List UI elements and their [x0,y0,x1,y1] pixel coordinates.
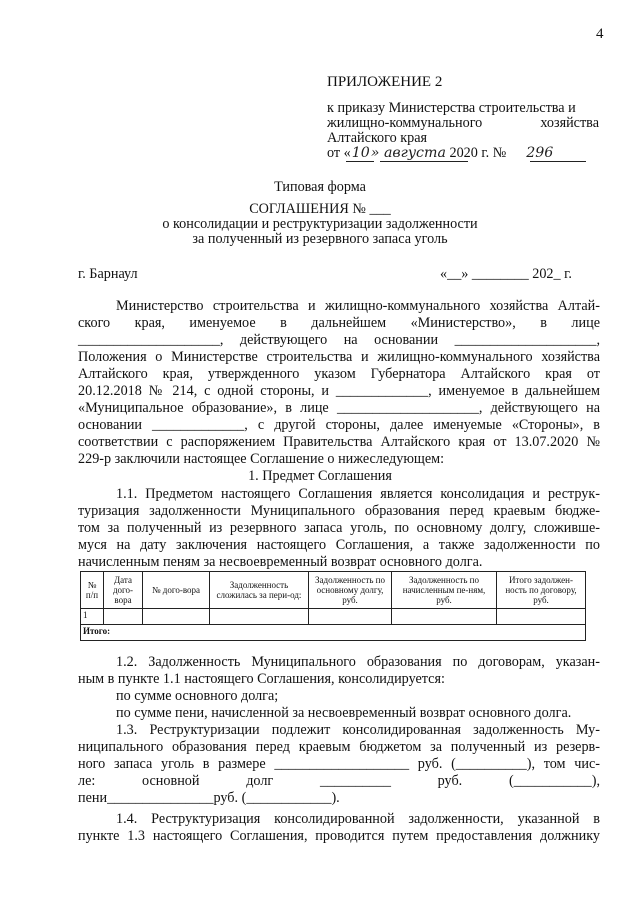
handwritten-number: 296 [526,145,554,161]
section-1-title: 1. Предмет Соглашения [248,468,392,484]
para-1-1-line-4: муся на дату заключения настоящего Соглашения, а также задолженности по [78,537,600,553]
para-1-1-line-2: туризация задолженности Муниципального образования перед краевым бюдже- [78,503,600,519]
debt-table [80,571,586,641]
preamble-line-9: соответствии с распоряжением Правительства Алтайского края от 13.07.2020 № [78,434,600,450]
para-1-3-line-4: ле: основной долг __________ руб. (___________), [78,773,600,789]
table-cell [143,609,210,625]
header-cell: № дого-вора [143,572,210,609]
handwritten-day: 10 [351,145,370,161]
order-line-1: к приказу Министерства строительства и [327,100,576,116]
preamble-line-7: «Муниципальное образование», в лице ____________________, действующего на [78,400,600,416]
order-from: от « [327,145,351,161]
table-cell [497,609,586,625]
para-1-3-line-5: пени_______________руб. (____________). [78,790,340,806]
table-header-row [81,572,586,609]
header-cell: Задолженность по начисленным пе-ням, руб. [392,572,497,609]
para-1-3-line-2: ниципального образования перед краевым бюджетом за полученный из резерв- [78,739,600,755]
month-underline [380,161,468,162]
agreement-subject-1: о консолидации и реструктуризации задолженности [162,216,478,232]
total-label: Итого: [81,625,586,641]
order-year: 2020 г. № [449,145,507,161]
preamble-line-10: 229-р заключили настоящее Соглашение о нижеследующем: [78,451,445,467]
table-cell [104,609,143,625]
para-1-4-line-1: 1.4. Реструктуризация консолидированной задолженности, указанной в [116,811,600,827]
handwritten-month: » августа [370,145,446,161]
para-1-2-line-3: по сумме основного долга; [116,688,279,704]
para-1-1-line-5: начисленным пеням за несвоевременный возврат основного долга. [78,554,483,570]
order-line-2b: хозяйства [540,115,599,131]
header-cell: № п/п [81,572,104,609]
place: г. Барнаул [78,266,138,282]
agreement-title: СОГЛАШЕНИЯ № ___ [249,201,391,217]
header-cell: Задолженность сложилась за пери-од: [210,572,309,609]
para-1-3-line-1: 1.3. Реструктуризации подлежит консолидированная задолженность Му- [116,722,600,738]
para-1-2-line-1: 1.2. Задолженность Муниципального образования по договорам, указан- [116,654,600,670]
preamble-line-6: 20.12.2018 № 214, с одной стороны, и _____________, именуемое в дальнейшем [78,383,600,399]
order-line-2 [327,116,599,131]
appendix-title: ПРИЛОЖЕНИЕ 2 [327,74,443,90]
preamble-line-5: Алтайского края, утвержденного указом Губернатора Алтайского края от [78,366,600,382]
table-cell: 1 [81,609,104,625]
form-type: Типовая форма [274,179,366,195]
preamble-line-1: Министерство строительства и жилищно-коммунального хозяйства Алтай- [116,298,600,314]
table-cell [309,609,392,625]
para-1-1-line-3: том за полученный из резервного запаса уголь, по основному долгу, сложивше- [78,520,600,536]
table-row [81,609,586,625]
order-line-3: Алтайского края [327,130,428,146]
order-line-2a: жилищно-коммунального [327,115,483,131]
number-underline [530,161,586,162]
para-1-2-line-2: ным в пункте 1.1 настоящего Соглашения, консолидируется: [78,671,445,687]
table-cell [210,609,309,625]
preamble-line-3: ____________________, действующего на основании ____________________, [78,332,600,348]
header-cell: Задолженность по основному долгу, руб. [309,572,392,609]
table-total-row [81,625,586,641]
header-cell: Дата дого-вора [104,572,143,609]
agreement-subject-2: за полученный из резервного запаса уголь [192,231,448,247]
order-date-line [327,146,570,161]
day-underline [346,161,374,162]
preamble-line-2: ского края, именуемое в дальнейшем «Министерство», в лице [78,315,600,331]
para-1-2-line-4: по сумме пени, начисленной за несвоевременный возврат основного долга. [116,705,572,721]
para-1-1-line-1: 1.1. Предметом настоящего Соглашения является консолидация и реструк- [116,486,600,502]
page-number: 4 [596,26,604,42]
preamble-line-4: Положения о Министерстве строительства и жилищно-коммунального хозяйства [78,349,600,365]
header-cell: Итого задолжен-ность по договору, руб. [497,572,586,609]
table-cell [392,609,497,625]
para-1-4-line-2: пункте 1.3 настоящего Соглашения, проводится путем предоставления должнику [78,828,600,844]
para-1-3-line-3: ного запаса уголь в размере ___________________ руб. (__________), том чис- [78,756,600,772]
date-template: «__» ________ 202_ г. [440,266,572,282]
preamble-line-8: основании _____________, с другой стороны, далее именуемые «Стороны», в [78,417,600,433]
